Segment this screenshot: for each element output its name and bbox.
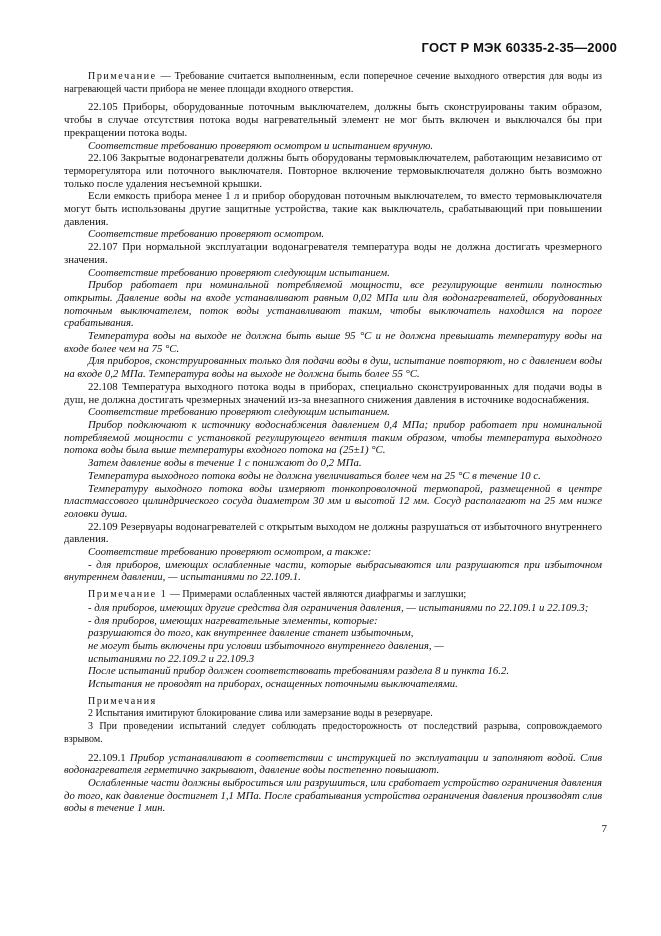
clause-text: Прибор устанавливают в соответствии с инструкцией по эксплуатации и заполняют водой. Слив водонагревателя герметично закрывают, давление воды постепенно повышают. [64,751,602,777]
clause-22-109-c1: разрушаются до того, как внутреннее давление станет избыточным, [88,627,414,640]
note-text: — Примерами ослабленных частей являются диафрагмы и заглушки; [167,589,467,601]
clause-number: 22.109.1 [88,751,126,764]
clause-22-107-a: Прибор работает при номинальной потребляемой мощности, все регулирующие вентили полностью открыты. Давление воды на входе устанавливают равным 0,02 МПа или для водонагревателей, оборудованных поточным выключателем, поток воды устанавливают таким, чтобы выключатель находился на пороге срабатывания. [64,279,602,330]
notes-label: Примечания [88,695,157,707]
note-paragraph [64,71,602,96]
clause-22-106: 22.106 Закрытые водонагреватели должны быть оборудованы термовыключателем, работающим независимо от терморегулятора или поточного выключателя. Повторное включение термовыключателя должно быть возможно только после удаления несъемной крышки. [64,152,602,190]
clause-22-108-check: Соответствие требованию проверяют следующим испытанием. [88,406,390,419]
clause-22-107-b: Температура воды на выходе не должна быть выше 95 °С и не должна превышать температуру воды на входе более чем на 75 °С. [64,330,602,355]
clause-22-105: 22.105 Приборы, оборудованные поточным выключателем, должны быть сконструированы таким образом, чтобы в случае отсутствия потока воды нагревательный элемент не мог быть включен и выключался бы при прекращении потока воды. [64,101,602,139]
clause-22-107: 22.107 При нормальной эксплуатации водонагревателя температура воды не должна достигать чрезмерного значения. [64,241,602,266]
clause-22-106-b: Если емкость прибора менее 1 л и прибор оборудован поточным выключателем, то вместо термовыключателя могут быть использованы другие защитные устройства, такие как выключатель, срабатывающий при повышении давления. [64,190,602,228]
note-paragraph [64,589,602,602]
clause-22-106-check: Соответствие требованию проверяют осмотром. [88,228,325,241]
clause-22-105-check: Соответствие требованию проверяют осмотром и испытанием вручную. [88,139,434,152]
clause-22-108-b: Затем давление воды в течение 1 с понижают до 0,2 МПа. [88,457,362,470]
clause-22-109-c: - для приборов, имеющих нагревательные элементы, которые: [88,614,378,627]
clause-22-108-a: Прибор подключают к источнику водоснабжения давлением 0,4 МПа; прибор работает при номинальной потребляемой мощности с установкой регулирующего вентиля таким образом, чтобы температура выходного потока воды была выше температуры входного потока на (25±1) °С. [64,418,602,457]
clause-22-109: 22.109 Резервуары водонагревателей с открытым выходом не должны разрушаться от избыточного внутреннего давления. [64,520,602,546]
note-label: Примечание [88,71,157,82]
note-2: 2 Испытания имитируют блокирование слива или замерзание воды в резервуаре. [88,708,433,720]
clause-22-109-a: - для приборов, имеющих ослабленные части, которые выбрасываются или разрушаются при избыточном внутреннем давлении, — испытаниями по 22.109.1. [64,558,602,584]
note-3: 3 При проведении испытаний следует соблюдать предосторожность от последствий разрыва, сопровождаемого взрывом. [64,721,602,745]
clause-22-109-c5: Испытания не проводят на приборах, оснащенных поточными выключателями. [88,678,458,691]
note-label: Примечание 1 [88,589,168,601]
clause-22-109-1-b: Ослабленные части должны выброситься или разрушиться, или сработает устройство ограничения давления до того, как давление достигнет 1,1 МПа. После срабатывания устройства ограничения давления производят слив воды в течение 1 мин. [64,776,602,815]
page-number: 7 [601,823,607,835]
clause-22-109-check: Соответствие требованию проверяют осмотром, а также: [88,546,372,559]
clause-22-107-c: Для приборов, сконструированных только для подачи воды в душ, испытание повторяют, но с давлением воды на входе 0,2 МПа. Температура воды на выходе не должна быть более 55 °С. [64,355,602,381]
document-body [64,71,602,815]
clause-22-109-c4: После испытаний прибор должен соответствовать требованиям раздела 8 и пункта 16.2. [88,665,510,678]
clause-22-108-d: Температуру выходного потока воды измеряют тонкопроволочной термопарой, размещенной в центре пластмассового цилиндрического сосуда диаметром 30 мм и высотой 12 мм. Сосуд располагают на 25 мм ниже головки душа. [64,482,602,520]
clause-22-108: 22.108 Температура выходного потока воды в приборах, специально сконструированных для подачи воды в душ, не должна достигать чрезмерных значений из-за внезапного снижения давления в источнике водоснабжения. [64,380,602,406]
clause-22-109-c3: испытаниями по 22.109.2 и 22.109.3 [88,652,255,665]
clause-22-109-b: - для приборов, имеющих другие средства для ограничения давления, — испытаниями по 22.109.1 и 22.109.3; [88,601,589,614]
clause-22-107-check: Соответствие требованию проверяют следующим испытанием. [88,266,390,279]
clause-22-108-c: Температура выходного потока воды не должна увеличиваться более чем на 25 °С в течение 10 с. [88,469,541,482]
clause-22-109-1 [64,752,602,777]
document-header: ГОСТ Р МЭК 60335-2-35—2000 [421,40,617,55]
note-text: — Требование считается выполненным, если поперечное сечение выходного отверстия для воды из нагревающей части прибора не менее площади входного отверстия. [64,71,602,95]
clause-22-109-c2: не могут быть включены при условии избыточного внутреннего давления, — [88,639,444,652]
